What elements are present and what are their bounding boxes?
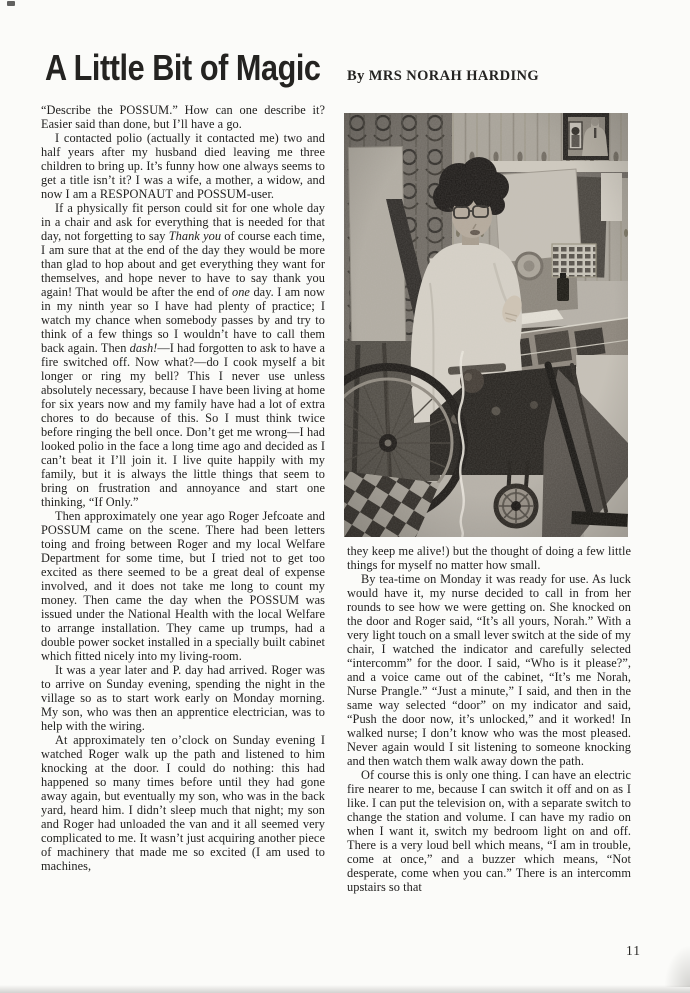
paragraph: Of course this is only one thing. I can have an electric fire nearer to me, because I can switch it off and on as I like. I can put the television on, with a separate switch to change the station and volume. I can have my radio on when I want it, switch my bedroom light on and off. There is a very loud bell which means, “I am in trouble, come at once,” and a buzzer which means, “Not desperate, come when you can.” There is an intercomm upstairs so that [347,768,631,894]
scan-artifact-bottom-shadow [0,985,690,993]
article-title: A Little Bit of Magic [45,47,321,88]
scan-artifact-mark [7,1,15,6]
paragraph: By tea-time on Monday it was ready for use. As luck would have it, my nurse decided to call in from her rounds to see how we were getting on. She knocked on the door and Roger said, “It’s all yours, Norah.” With a very light touch on a small lever switch at the side of my chair, I watched the indicator and carefully selected “intercomm” for the door. I said, “Who is it please?”, and a voice came out of the cabinet, “It’s me Norah, Nurse Prangle.” “Just a minute,” I said, and then in the same way selected “door” on my indicator and said, “Push the door now, it’s unlocked,” and it worked! In walked nurse; I don’t know who was the most pleased. Never again would I sit listening to someone knocking and then watch them walk away down the path. [347,572,631,768]
paragraph: Then approximately one year ago Roger Jefcoate and POSSUM came on the scene. There had been letters toing and froing between Roger and my local Welfare Department for some time, but I tried not to get too excited as there seemed to be a great deal of expense involved, and it does not take me long to count my money. Then came the day when the POSSUM was issued under the National Health with the local Welfare to arrange installation. They came up trumps, had a double power socket installed in a specially built cabinet which fitted nicely into my living-room. [41,509,325,663]
page-number: 11 [626,943,641,958]
paragraph: they keep me alive!) but the thought of doing a few little things for myself no matter how small. [347,544,631,572]
paragraph: If a physically fit person could sit for one whole day in a chair and ask for everything that is needed for that day, not forgetting to say Thank you of course each time, I am sure that at the end of the day they would be more than glad to hop about and get everything they want for themselves, and hope never to have to say thank you again! That would be after the end of one day. I am now in my ninth year so I have had plenty of practice; I watch my chance when somebody passes by and try to think of a few things so I wouldn’t have to call them back again. Then dash!—I had forgotten to ask to have a fire switched off. Now what?—do I cook myself a bit longer or ring my bell? This I never use unless absolutely necessary, because I have been living at home for six years now and my family have had a lot of extra chores to do because of this. So I must think twice before ringing the bell once. Don’t get me wrong—I had looked polio in the face a long time ago and decided as I can’t beat it I’ll join it. I live quite happily with my family, but it is always the little things that seem to bring on frustration and annoyance and start one thinking, “If Only.” [41,201,326,509]
article-byline: By MRS NORAH HARDING [347,68,540,84]
photo-vignette [344,113,628,537]
paragraph: I contacted polio (actually it contacted me) two and half years after my husband died leaving me three children to bring up. It’s funny how one always seems to get a title isn’t it? I was a wife, a mother, a widow, and now I am a RESPONAUT and POSSUM-user. [41,131,325,201]
paragraph: “Describe the POSSUM.” How can one describe it? Easier said than done, but I’ll have a go. [41,103,325,131]
paragraph: It was a year later and P. day had arrived. Roger was to arrive on Sunday evening, spending the night in the village so as to start work early on Monday morning. My son, who was then an apprentice electrician, was to help with the wiring. [41,663,325,733]
left-column [41,103,325,873]
scan-artifact-corner-shade [664,945,690,987]
right-column [347,544,631,894]
article-photograph [344,113,628,537]
paragraph: At approximately ten o’clock on Sunday evening I watched Roger walk up the path and listened to him knocking at the door. I could do nothing: this had happened so many times before until they had gone away again, but eventually my son, who was in the back yard, heard him. I didn’t sleep much that night; my son and Roger had unloaded the van and it all seemed very complicated to me. It wasn’t just acquiring another piece of machinery that made me so excited (I am used to machines, [41,733,325,873]
